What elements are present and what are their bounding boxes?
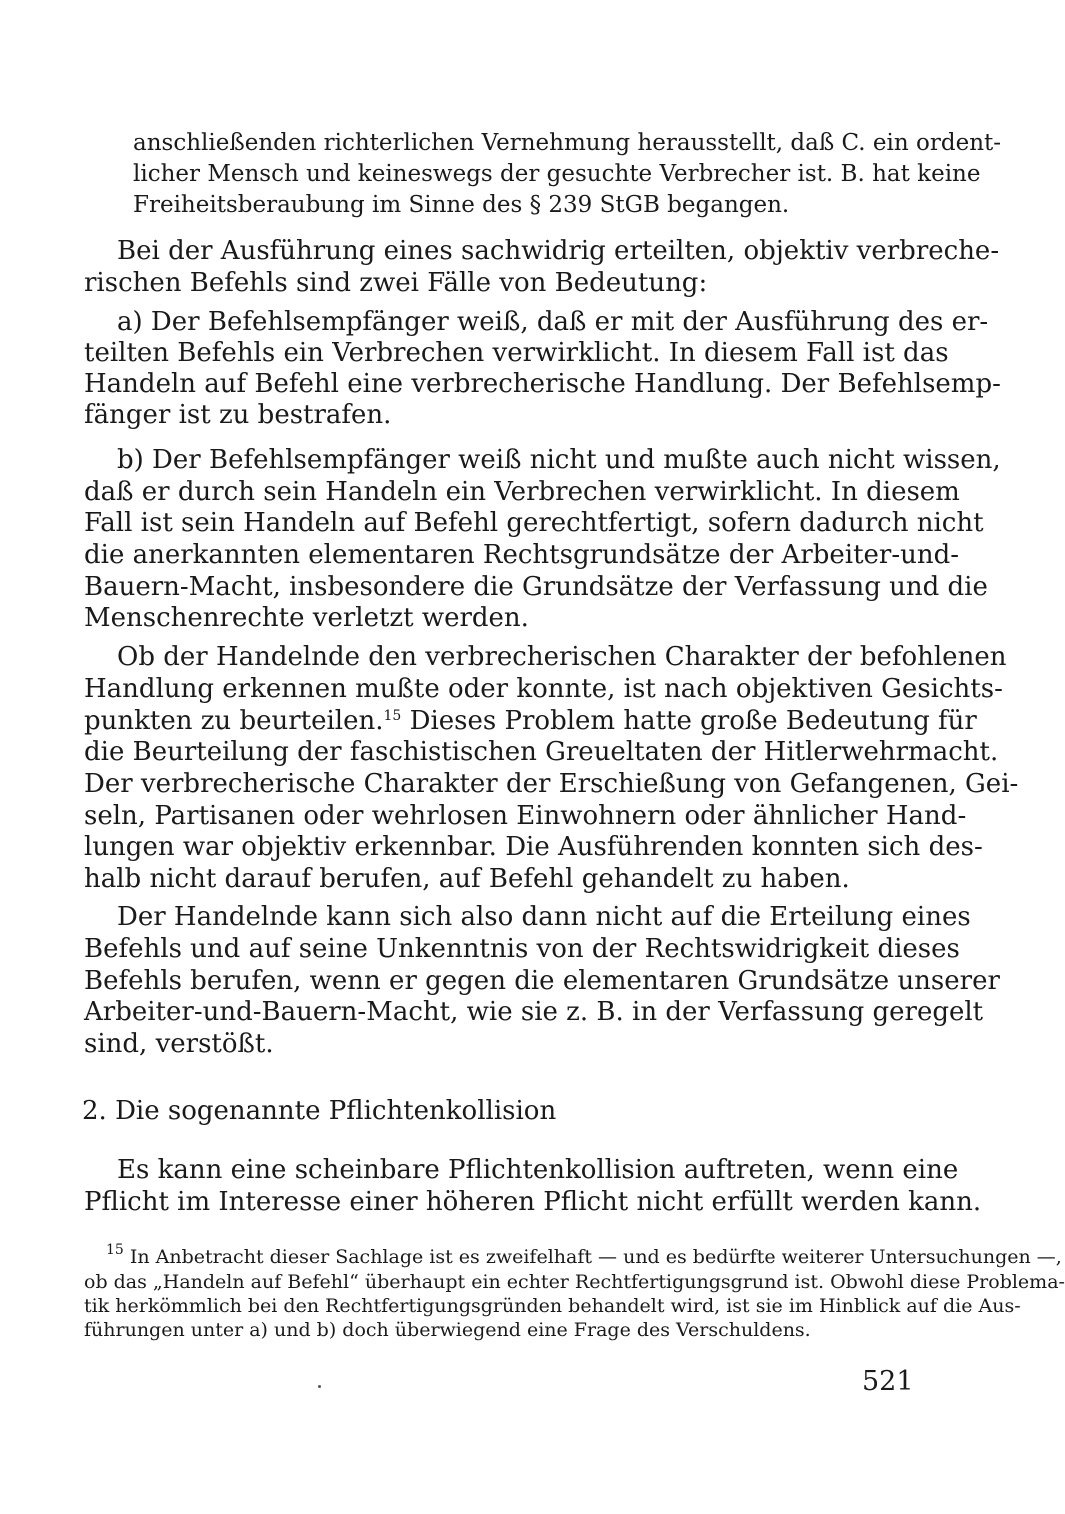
paragraph-a-line: Handeln auf Befehl eine verbrecherische Handlung. Der Befehlsemp- <box>84 369 1001 399</box>
paragraph-a-line: a) Der Befehlsempfänger weiß, daß er mit der Ausführung des er- <box>117 307 989 337</box>
paragraph-ob-line: die Beurteilung der faschistischen Greueltaten der Hitlerwehrmacht. <box>84 737 999 767</box>
paragraph-b-line: b) Der Befehlsempfänger weiß nicht und mußte auch nicht wissen, <box>117 445 1001 475</box>
footnote-line: ob das „Handeln auf Befehl“ überhaupt ein echter Rechtfertigungsgrund ist. Obwohl diese Problema- <box>84 1271 1065 1293</box>
footnote-number: 15 <box>106 1242 124 1258</box>
paragraph-a-line: teilten Befehls ein Verbrechen verwirklicht. In diesem Fall ist das <box>84 338 949 368</box>
paragraph-b-line: Menschenrechte verletzt werden. <box>84 603 529 633</box>
paragraph-ob-line: seln, Partisanen oder wehrlosen Einwohnern oder ähnlicher Hand- <box>84 801 967 831</box>
footnote-reference[interactable]: 15 <box>383 708 402 724</box>
paragraph-b-line: Fall ist sein Handeln auf Befehl gerechtfertigt, sofern dadurch nicht <box>84 508 984 538</box>
paragraph-ob-line <box>84 706 977 737</box>
quote-line-2: licher Mensch und keineswegs der gesuchte Verbrecher ist. B. hat keine <box>133 161 981 187</box>
paragraph-line: rischen Befehls sind zwei Fälle von Bedeutung: <box>84 268 708 298</box>
quote-line-1: anschließenden richterlichen Vernehmung herausstellt, daß C. ein ordent- <box>133 130 1002 156</box>
paragraph-a-line: fänger ist zu bestrafen. <box>84 400 392 430</box>
footnote-line <box>106 1242 1062 1269</box>
quote-line-3: Freiheitsberaubung im Sinne des § 239 StGB begangen. <box>133 192 790 218</box>
paragraph-ob-line: Ob der Handelnde den verbrecherischen Charakter der befohlenen <box>117 642 1007 672</box>
text-run: punkten zu beurteilen. <box>84 706 384 736</box>
footnote-line: tik herkömmlich bei den Rechtfertigungsgründen behandelt wird, ist sie im Hinblick auf die Aus- <box>84 1295 1021 1317</box>
paragraph-b-line: Bauern-Macht, insbesondere die Grundsätze der Verfassung und die <box>84 572 988 602</box>
paragraph-es-line: Es kann eine scheinbare Pflichtenkollision auftreten, wenn eine <box>117 1155 959 1185</box>
paragraph-es-line: Pflicht im Interesse einer höheren Pflicht nicht erfüllt werden kann. <box>84 1187 982 1217</box>
paragraph-ob-line: halb nicht darauf berufen, auf Befehl gehandelt zu haben. <box>84 864 850 894</box>
page-number: 521 <box>862 1366 914 1397</box>
text-run: In Anbetracht dieser Sachlage ist es zweifelhaft — und es bedürfte weiterer Untersuchungen —, <box>123 1246 1062 1268</box>
paragraph-line: Bei der Ausführung eines sachwidrig erteilten, objektiv verbreche- <box>117 236 1000 266</box>
text-run: Dieses Problem hatte große Bedeutung für <box>401 706 977 736</box>
paragraph-b-line: daß er durch sein Handeln ein Verbrechen verwirklicht. In diesem <box>84 477 960 507</box>
paragraph-ob-line: lungen war objektiv erkennbar. Die Ausführenden konnten sich des- <box>84 832 983 862</box>
paragraph-der-line: Befehls und auf seine Unkenntnis von der Rechtswidrigkeit dieses <box>84 934 960 964</box>
paragraph-ob-line: Handlung erkennen mußte oder konnte, ist nach objektiven Gesichts- <box>84 674 1003 704</box>
paragraph-der-line: Der Handelnde kann sich also dann nicht auf die Erteilung eines <box>117 902 971 932</box>
print-speck <box>318 1385 321 1388</box>
paragraph-ob-line: Der verbrecherische Charakter der Erschießung von Gefangenen, Gei- <box>84 769 1019 799</box>
paragraph-der-line: sind, verstößt. <box>84 1029 274 1059</box>
section-heading: 2. Die sogenannte Pflichtenkollision <box>82 1096 557 1126</box>
paragraph-der-line: Arbeiter-und-Bauern-Macht, wie sie z. B. in der Verfassung geregelt <box>84 997 984 1027</box>
footnote-line: führungen unter a) und b) doch überwiegend eine Frage des Verschuldens. <box>84 1319 811 1341</box>
paragraph-b-line: die anerkannten elementaren Rechtsgrundsätze der Arbeiter-und- <box>84 540 960 570</box>
paragraph-der-line: Befehls berufen, wenn er gegen die elementaren Grundsätze unserer <box>84 966 1000 996</box>
